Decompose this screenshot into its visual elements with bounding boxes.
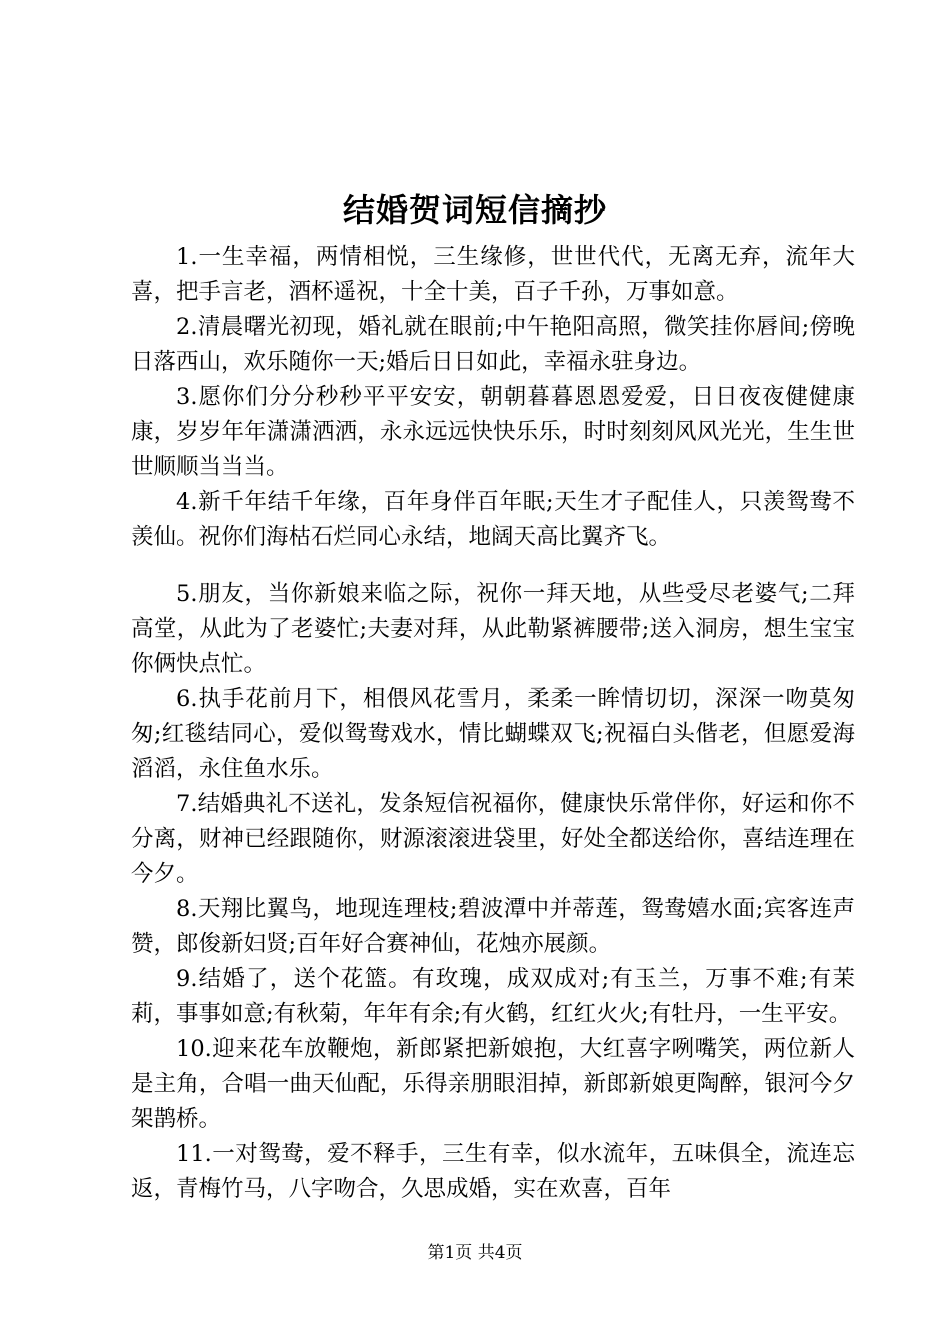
- paragraph-3: 3.愿你们分分秒秒平平安安，朝朝暮暮恩恩爱爱，日日夜夜健健康康，岁岁年年潇潇洒洒，永永远远快快乐乐，时时刻刻风风光光，生生世世顺顺当当当。: [131, 384, 855, 480]
- paragraph-7: 7.结婚典礼不送礼，发条短信祝福你，健康快乐常伴你，好运和你不分离，财神已经跟随你，财源滚滚进袋里，好处全都送给你，喜结连理在今夕。: [131, 791, 855, 887]
- paragraph-6: 6.执手花前月下，相偎风花雪月，柔柔一眸情切切，深深一吻莫匆匆;红毯结同心，爱似鸳鸯戏水，情比蝴蝶双飞;祝福白头偕老，但愿爱海滔滔，永住鱼水乐。: [131, 686, 855, 782]
- page-footer: 第1页 共4页: [427, 1243, 523, 1263]
- document-title: 结婚贺词短信摘抄: [342, 191, 607, 229]
- paragraph-10: 10.迎来花车放鞭炮，新郎紧把新娘抱，大红喜字咧嘴笑，两位新人是主角，合唱一曲天仙配，乐得亲朋眼泪掉，新郎新娘更陶醉，银河今夕架鹊桥。: [131, 1036, 855, 1132]
- document-body: [131, 240, 855, 1207]
- paragraph-2: 2.清晨曙光初现，婚礼就在眼前;中午艳阳高照，微笑挂你唇间;傍晚日落西山，欢乐随你一天;婚后日日如此，幸福永驻身边。: [131, 314, 855, 375]
- paragraph-4: 4.新千年结千年缘，百年身伴百年眠;天生才子配佳人，只羡鸳鸯不羡仙。祝你们海枯石烂同心永结，地阔天高比翼齐飞。: [131, 489, 855, 550]
- paragraph-11: 11.一对鸳鸯，爱不释手，三生有幸，似水流年，五味俱全，流连忘返，青梅竹马，八字吻合，久思成婚，实在欢喜，百年: [131, 1141, 855, 1202]
- paragraph-8: 8.天翔比翼鸟，地现连理枝;碧波潭中并蒂莲，鸳鸯嬉水面;宾客连声赞，郎俊新妇贤;百年好合赛神仙，花烛亦展颜。: [131, 896, 855, 957]
- paragraph-5: 5.朋友，当你新娘来临之际，祝你一拜天地，从些受尽老婆气;二拜高堂，从此为了老婆忙;夫妻对拜，从此勒紧裤腰带;送入洞房，想生宝宝你俩快点忙。: [131, 581, 855, 677]
- paragraph-9: 9.结婚了，送个花篮。有玫瑰，成双成对;有玉兰，万事不难;有茉莉，事事如意;有秋菊，年年有余;有火鹤，红红火火;有牡丹，一生平安。: [131, 966, 855, 1027]
- paragraph-1: 1.一生幸福，两情相悦，三生缘修，世世代代，无离无弃，流年大喜，把手言老，酒杯遥祝，十全十美，百子千孙，万事如意。: [131, 244, 855, 305]
